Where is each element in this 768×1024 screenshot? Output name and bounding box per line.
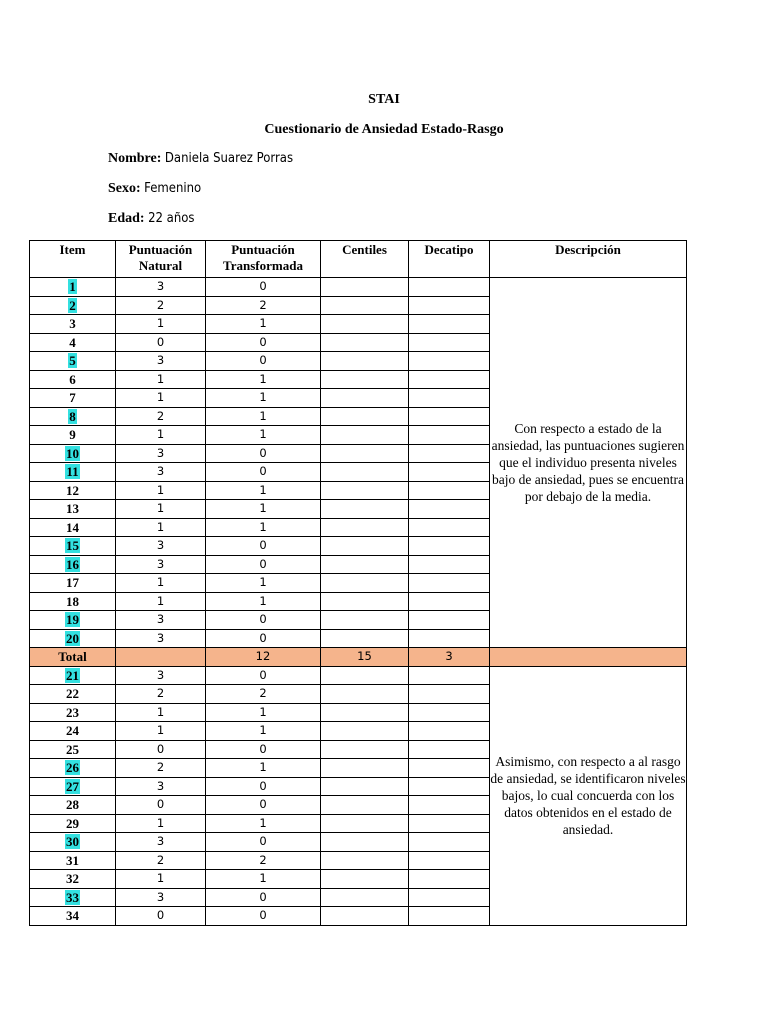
item-number: 4 — [30, 333, 116, 352]
centiles-cell — [321, 389, 409, 408]
transformed-score: 1 — [206, 370, 321, 389]
centiles-cell — [321, 759, 409, 778]
item-number: 13 — [30, 500, 116, 519]
natural-score: 0 — [116, 907, 206, 926]
nombre-value: Daniela Suarez Porras — [164, 151, 294, 166]
item-number — [30, 296, 116, 315]
table-row — [30, 278, 687, 297]
total-transformada: 12 — [206, 648, 321, 667]
natural-score: 1 — [116, 315, 206, 334]
transformed-score: 1 — [206, 518, 321, 537]
decatipo-cell — [409, 611, 490, 630]
decatipo-cell — [409, 870, 490, 889]
decatipo-cell — [409, 685, 490, 704]
decatipo-cell — [409, 574, 490, 593]
table-row — [30, 666, 687, 685]
field-sexo — [108, 181, 201, 197]
transformed-score: 0 — [206, 611, 321, 630]
natural-score: 1 — [116, 592, 206, 611]
item-number: 31 — [30, 851, 116, 870]
natural-score: 3 — [116, 444, 206, 463]
centiles-cell — [321, 833, 409, 852]
centiles-cell — [321, 407, 409, 426]
natural-score: 1 — [116, 722, 206, 741]
decatipo-cell — [409, 315, 490, 334]
centiles-cell — [321, 463, 409, 482]
centiles-cell — [321, 333, 409, 352]
centiles-cell — [321, 481, 409, 500]
item-number: 18 — [30, 592, 116, 611]
item-number — [30, 611, 116, 630]
transformed-score: 1 — [206, 759, 321, 778]
total-decatipo: 3 — [409, 648, 490, 667]
natural-score: 1 — [116, 426, 206, 445]
natural-score: 3 — [116, 611, 206, 630]
centiles-cell — [321, 611, 409, 630]
natural-score: 0 — [116, 796, 206, 815]
decatipo-cell — [409, 888, 490, 907]
item-number: 32 — [30, 870, 116, 889]
centiles-cell — [321, 370, 409, 389]
item-number-highlighted: 20 — [66, 630, 79, 646]
decatipo-cell — [409, 666, 490, 685]
item-number — [30, 759, 116, 778]
item-number: 34 — [30, 907, 116, 926]
col-header-decatipo: Decatipo — [409, 241, 490, 278]
centiles-cell — [321, 814, 409, 833]
decatipo-cell — [409, 463, 490, 482]
decatipo-cell — [409, 703, 490, 722]
natural-score: 1 — [116, 389, 206, 408]
nombre-label: Nombre: — [108, 151, 162, 166]
centiles-cell — [321, 740, 409, 759]
decatipo-cell — [409, 518, 490, 537]
decatipo-cell — [409, 851, 490, 870]
centiles-cell — [321, 426, 409, 445]
item-number-highlighted: 10 — [66, 445, 79, 461]
item-number: 3 — [30, 315, 116, 334]
total-centiles: 15 — [321, 648, 409, 667]
field-edad — [108, 211, 195, 227]
natural-score: 3 — [116, 833, 206, 852]
item-number-highlighted: 1 — [69, 279, 76, 295]
item-number-highlighted: 21 — [66, 667, 79, 683]
col-header-descripcion: Descripción — [490, 241, 687, 278]
col-header-item: Item — [30, 241, 116, 278]
description-cell: Asimismo, con respecto a al rasgo de ansiedad, se identificaron niveles bajos, lo cual concuerda con los datos obtenidos en el estado de ansiedad. — [490, 666, 687, 925]
total-description — [490, 648, 687, 667]
natural-score: 1 — [116, 481, 206, 500]
decatipo-cell — [409, 629, 490, 648]
centiles-cell — [321, 777, 409, 796]
decatipo-cell — [409, 278, 490, 297]
col-header-centiles: Centiles — [321, 241, 409, 278]
transformed-score: 1 — [206, 592, 321, 611]
natural-score: 1 — [116, 500, 206, 519]
transformed-score: 0 — [206, 833, 321, 852]
item-number: 22 — [30, 685, 116, 704]
transformed-score: 0 — [206, 537, 321, 556]
transformed-score: 0 — [206, 444, 321, 463]
transformed-score: 1 — [206, 703, 321, 722]
decatipo-cell — [409, 740, 490, 759]
item-number — [30, 407, 116, 426]
item-number-highlighted: 5 — [69, 353, 76, 369]
item-number: 23 — [30, 703, 116, 722]
document-subtitle: Cuestionario de Ansiedad Estado-Rasgo — [264, 122, 504, 137]
sexo-label: Sexo: — [108, 181, 141, 196]
item-number — [30, 278, 116, 297]
decatipo-cell — [409, 407, 490, 426]
item-number: 6 — [30, 370, 116, 389]
transformed-score: 1 — [206, 722, 321, 741]
transformed-score: 0 — [206, 555, 321, 574]
item-number: 7 — [30, 389, 116, 408]
total-label: Total — [30, 648, 116, 667]
natural-score: 2 — [116, 685, 206, 704]
natural-score: 2 — [116, 759, 206, 778]
document-title: STAI — [368, 92, 400, 107]
total-row — [30, 648, 687, 667]
item-number: 12 — [30, 481, 116, 500]
transformed-score: 0 — [206, 463, 321, 482]
centiles-cell — [321, 703, 409, 722]
centiles-cell — [321, 555, 409, 574]
natural-score: 3 — [116, 537, 206, 556]
decatipo-cell — [409, 796, 490, 815]
transformed-score: 0 — [206, 666, 321, 685]
total-natural — [116, 648, 206, 667]
item-number — [30, 666, 116, 685]
transformed-score: 0 — [206, 278, 321, 297]
decatipo-cell — [409, 833, 490, 852]
natural-score: 1 — [116, 870, 206, 889]
decatipo-cell — [409, 537, 490, 556]
table-body — [30, 278, 687, 926]
centiles-cell — [321, 500, 409, 519]
transformed-score: 0 — [206, 777, 321, 796]
transformed-score: 1 — [206, 870, 321, 889]
natural-score: 2 — [116, 407, 206, 426]
natural-score: 1 — [116, 574, 206, 593]
decatipo-cell — [409, 759, 490, 778]
decatipo-cell — [409, 389, 490, 408]
transformed-score: 0 — [206, 907, 321, 926]
natural-score: 3 — [116, 352, 206, 371]
decatipo-cell — [409, 296, 490, 315]
item-number: 9 — [30, 426, 116, 445]
item-number-highlighted: 8 — [69, 408, 76, 424]
table-header-row — [30, 241, 687, 278]
decatipo-cell — [409, 500, 490, 519]
centiles-cell — [321, 518, 409, 537]
centiles-cell — [321, 907, 409, 926]
centiles-cell — [321, 352, 409, 371]
transformed-score: 0 — [206, 352, 321, 371]
natural-score: 1 — [116, 370, 206, 389]
transformed-score: 2 — [206, 685, 321, 704]
item-number-highlighted: 2 — [69, 297, 76, 313]
natural-score: 2 — [116, 296, 206, 315]
transformed-score: 1 — [206, 389, 321, 408]
centiles-cell — [321, 666, 409, 685]
col-header-transformada: Puntuación Transformada — [206, 241, 321, 278]
decatipo-cell — [409, 333, 490, 352]
decatipo-cell — [409, 444, 490, 463]
transformed-score: 1 — [206, 407, 321, 426]
field-nombre — [108, 151, 293, 167]
transformed-score: 1 — [206, 426, 321, 445]
item-number-highlighted: 27 — [66, 778, 79, 794]
decatipo-cell — [409, 352, 490, 371]
natural-score: 0 — [116, 740, 206, 759]
natural-score: 1 — [116, 703, 206, 722]
centiles-cell — [321, 685, 409, 704]
natural-score: 3 — [116, 463, 206, 482]
edad-label: Edad: — [108, 211, 145, 226]
centiles-cell — [321, 592, 409, 611]
natural-score: 1 — [116, 518, 206, 537]
centiles-cell — [321, 722, 409, 741]
natural-score: 0 — [116, 333, 206, 352]
natural-score: 2 — [116, 851, 206, 870]
decatipo-cell — [409, 481, 490, 500]
item-number-highlighted: 26 — [66, 760, 79, 776]
decatipo-cell — [409, 370, 490, 389]
transformed-score: 0 — [206, 796, 321, 815]
centiles-cell — [321, 278, 409, 297]
decatipo-cell — [409, 426, 490, 445]
centiles-cell — [321, 574, 409, 593]
item-number — [30, 537, 116, 556]
decatipo-cell — [409, 814, 490, 833]
item-number-highlighted: 33 — [66, 889, 79, 905]
transformed-score: 0 — [206, 888, 321, 907]
item-number: 14 — [30, 518, 116, 537]
item-number — [30, 833, 116, 852]
item-number: 24 — [30, 722, 116, 741]
item-number — [30, 888, 116, 907]
transformed-score: 0 — [206, 333, 321, 352]
item-number — [30, 444, 116, 463]
item-number — [30, 352, 116, 371]
item-number: 17 — [30, 574, 116, 593]
centiles-cell — [321, 444, 409, 463]
natural-score: 3 — [116, 888, 206, 907]
transformed-score: 0 — [206, 629, 321, 648]
natural-score: 3 — [116, 666, 206, 685]
natural-score: 3 — [116, 777, 206, 796]
transformed-score: 1 — [206, 481, 321, 500]
centiles-cell — [321, 629, 409, 648]
sexo-value: Femenino — [144, 181, 202, 196]
item-number: 29 — [30, 814, 116, 833]
transformed-score: 2 — [206, 851, 321, 870]
centiles-cell — [321, 296, 409, 315]
centiles-cell — [321, 315, 409, 334]
transformed-score: 1 — [206, 574, 321, 593]
centiles-cell — [321, 870, 409, 889]
decatipo-cell — [409, 555, 490, 574]
centiles-cell — [321, 888, 409, 907]
decatipo-cell — [409, 592, 490, 611]
item-number — [30, 629, 116, 648]
transformed-score: 2 — [206, 296, 321, 315]
stai-table — [29, 240, 687, 926]
item-number — [30, 463, 116, 482]
transformed-score: 0 — [206, 740, 321, 759]
transformed-score: 1 — [206, 814, 321, 833]
natural-score: 3 — [116, 278, 206, 297]
item-number-highlighted: 15 — [66, 538, 79, 554]
transformed-score: 1 — [206, 315, 321, 334]
decatipo-cell — [409, 907, 490, 926]
col-header-natural: Puntuación Natural — [116, 241, 206, 278]
description-cell: Con respecto a estado de la ansiedad, las puntuaciones sugieren que el individuo presenta niveles bajo de ansiedad, pues se encuentra por debajo de la media. — [490, 278, 687, 648]
natural-score: 3 — [116, 555, 206, 574]
decatipo-cell — [409, 722, 490, 741]
centiles-cell — [321, 796, 409, 815]
natural-score: 3 — [116, 629, 206, 648]
decatipo-cell — [409, 777, 490, 796]
centiles-cell — [321, 537, 409, 556]
edad-value: 22 años — [148, 211, 195, 226]
item-number-highlighted: 30 — [66, 834, 79, 850]
item-number-highlighted: 11 — [66, 464, 79, 480]
item-number-highlighted: 19 — [66, 612, 79, 628]
item-number: 28 — [30, 796, 116, 815]
item-number: 25 — [30, 740, 116, 759]
item-number — [30, 555, 116, 574]
transformed-score: 1 — [206, 500, 321, 519]
centiles-cell — [321, 851, 409, 870]
item-number — [30, 777, 116, 796]
natural-score: 1 — [116, 814, 206, 833]
item-number-highlighted: 16 — [66, 556, 79, 572]
